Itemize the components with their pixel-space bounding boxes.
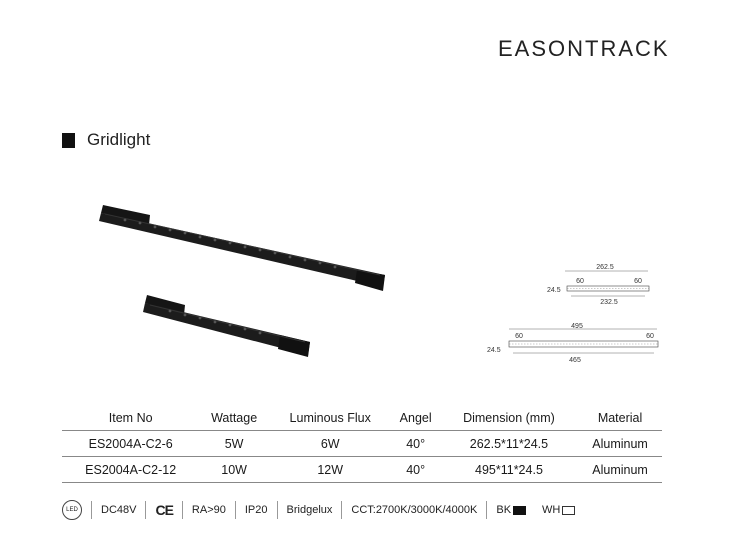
certification-bar: [62, 500, 575, 520]
cell-luminous-flux: 12W: [269, 457, 392, 483]
table-row: [62, 457, 662, 483]
ip-badge: IP20: [244, 504, 268, 516]
cell-angel: 40°: [392, 457, 440, 483]
col-header-wattage: Wattage: [211, 411, 258, 425]
cell-wattage: 10W: [199, 457, 269, 483]
ra-badge: RA>90: [191, 504, 226, 516]
cct-badge: CCT:2700K/3000K/4000K: [351, 504, 478, 516]
dim-long-inner: 465: [569, 357, 581, 364]
drawing-long: [487, 323, 658, 364]
dim-long-height: 24.5: [487, 347, 501, 354]
cell-material: Aluminum: [578, 431, 662, 457]
dim-short-overall: 262.5: [596, 264, 614, 271]
cell-luminous-flux: 6W: [269, 431, 392, 457]
product-short-light: [143, 295, 310, 357]
finish-black: [496, 504, 526, 516]
finish-black-label: BK: [496, 504, 512, 516]
dim-long-overall: 495: [571, 323, 583, 330]
dimension-drawings: [487, 258, 675, 370]
divider: [277, 501, 278, 519]
divider: [182, 501, 183, 519]
divider: [235, 501, 236, 519]
divider: [341, 501, 342, 519]
dim-long-end-left: 60: [515, 333, 523, 340]
col-header-material: Material: [597, 411, 643, 425]
ce-mark-icon: CE: [155, 502, 173, 518]
dim-short-inner: 232.5: [600, 299, 618, 306]
section-header: [62, 130, 150, 150]
col-header-dimension: Dimension (mm): [463, 411, 555, 425]
product-long-light: [99, 205, 385, 291]
cell-dimension: 262.5*11*24.5: [440, 431, 578, 457]
section-marker-icon: [62, 133, 75, 148]
divider: [486, 501, 487, 519]
cell-item-no: ES2004A-C2-12: [62, 457, 199, 483]
product-photos: [95, 195, 395, 370]
cell-item-no: ES2004A-C2-6: [62, 431, 199, 457]
section-title: Gridlight: [87, 130, 151, 149]
led-icon: LED: [62, 500, 82, 520]
white-swatch-icon: [562, 506, 575, 515]
dim-short-end-right: 60: [634, 278, 642, 285]
table-row: [62, 431, 662, 457]
cell-material: Aluminum: [578, 457, 662, 483]
divider: [91, 501, 92, 519]
spec-table-header: [62, 406, 662, 431]
cell-dimension: 495*11*24.5: [440, 457, 578, 483]
divider: [145, 501, 146, 519]
voltage-badge: DC48V: [101, 504, 137, 516]
spec-table: [62, 406, 662, 483]
dim-long-end-right: 60: [646, 333, 654, 340]
finish-white: [542, 504, 575, 516]
drawing-short: [547, 264, 649, 306]
finish-white-label: WH: [542, 504, 561, 516]
cell-angel: 40°: [392, 431, 440, 457]
col-header-item-no: Item No: [108, 411, 153, 425]
dim-short-end-left: 60: [576, 278, 584, 285]
chip-badge: Bridgelux: [286, 504, 333, 516]
black-swatch-icon: [513, 506, 526, 515]
brand-logo: EASONTRACK: [498, 36, 670, 61]
cell-wattage: 5W: [199, 431, 269, 457]
col-header-luminous-flux: Luminous Flux: [289, 411, 371, 425]
dim-short-height: 24.5: [547, 287, 561, 294]
col-header-angel: Angel: [399, 411, 432, 425]
